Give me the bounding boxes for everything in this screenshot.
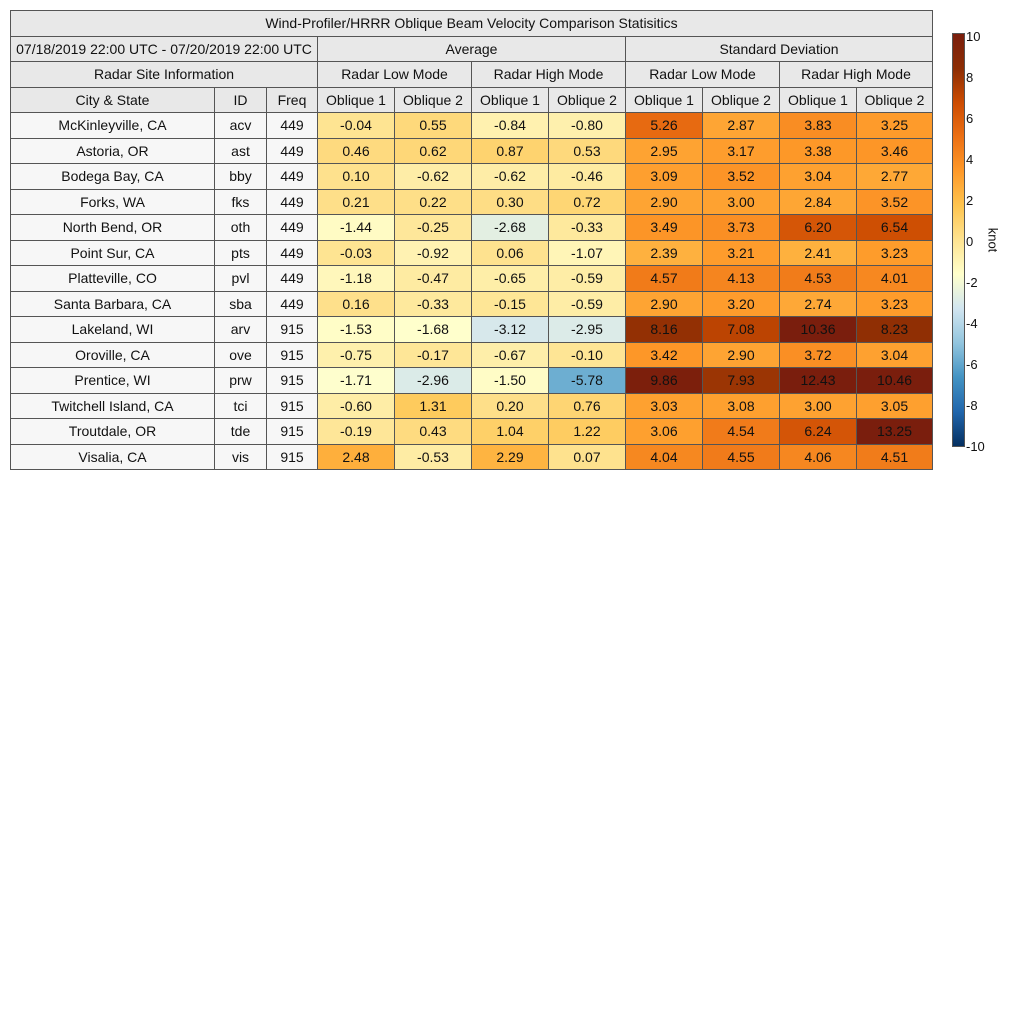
value-cell: 4.57 [626, 266, 703, 292]
value-cell: 12.43 [780, 368, 857, 394]
value-cell: 8.23 [857, 317, 933, 343]
site-city: Twitchell Island, CA [11, 393, 215, 419]
site-id: arv [215, 317, 267, 343]
table-row [11, 368, 933, 394]
value-cell: -0.75 [318, 342, 395, 368]
colorbar-tick-label: -2 [966, 274, 978, 290]
colorbar-tick-label: -4 [966, 315, 978, 331]
colorbar-tick-label: 4 [966, 151, 974, 167]
value-cell: 6.20 [780, 215, 857, 241]
value-cell: -1.07 [549, 240, 626, 266]
header-average: Average [318, 36, 626, 62]
value-cell: -5.78 [549, 368, 626, 394]
site-city: Point Sur, CA [11, 240, 215, 266]
colorbar-tick-label: 10 [966, 28, 981, 44]
column-header: Oblique 1 [780, 87, 857, 113]
value-cell: 3.83 [780, 113, 857, 139]
value-cell: -0.47 [395, 266, 472, 292]
value-cell: 2.90 [703, 342, 780, 368]
value-cell: -1.53 [318, 317, 395, 343]
table-row [11, 291, 933, 317]
value-cell: 4.13 [703, 266, 780, 292]
site-city: Troutdale, OR [11, 419, 215, 445]
table-row [11, 138, 933, 164]
site-city: Oroville, CA [11, 342, 215, 368]
value-cell: 10.46 [857, 368, 933, 394]
value-cell: 2.90 [626, 291, 703, 317]
value-cell: -0.84 [472, 113, 549, 139]
site-freq: 449 [267, 113, 318, 139]
header-avg-high-mode: Radar High Mode [472, 62, 626, 88]
site-id: vis [215, 444, 267, 470]
value-cell: 0.06 [472, 240, 549, 266]
value-cell: 6.24 [780, 419, 857, 445]
colorbar [952, 33, 965, 447]
value-cell: -0.46 [549, 164, 626, 190]
value-cell: 4.55 [703, 444, 780, 470]
value-cell: 3.00 [780, 393, 857, 419]
value-cell: -0.25 [395, 215, 472, 241]
value-cell: 1.04 [472, 419, 549, 445]
value-cell: 4.01 [857, 266, 933, 292]
value-cell: 2.41 [780, 240, 857, 266]
colorbar-tick-label: 8 [966, 69, 974, 85]
value-cell: 8.16 [626, 317, 703, 343]
value-cell: -1.68 [395, 317, 472, 343]
table-row [11, 113, 933, 139]
value-cell: 3.73 [703, 215, 780, 241]
site-freq: 449 [267, 266, 318, 292]
value-cell: 4.06 [780, 444, 857, 470]
site-city: Visalia, CA [11, 444, 215, 470]
value-cell: 0.53 [549, 138, 626, 164]
value-cell: 3.38 [780, 138, 857, 164]
site-freq: 449 [267, 215, 318, 241]
value-cell: 2.90 [626, 189, 703, 215]
column-header-row [11, 87, 933, 113]
date-range: 07/18/2019 22:00 UTC - 07/20/2019 22:00 UTC [11, 36, 318, 62]
site-id: tci [215, 393, 267, 419]
table-row [11, 189, 933, 215]
site-city: Lakeland, WI [11, 317, 215, 343]
value-cell: -2.68 [472, 215, 549, 241]
value-cell: 2.87 [703, 113, 780, 139]
colorbar-tick-label: 6 [966, 110, 974, 126]
value-cell: 0.72 [549, 189, 626, 215]
value-cell: 3.23 [857, 240, 933, 266]
site-id: ast [215, 138, 267, 164]
value-cell: 5.26 [626, 113, 703, 139]
value-cell: 10.36 [780, 317, 857, 343]
stats-table [10, 10, 933, 470]
site-freq: 449 [267, 189, 318, 215]
value-cell: 7.93 [703, 368, 780, 394]
value-cell: -0.04 [318, 113, 395, 139]
site-freq: 915 [267, 368, 318, 394]
site-city: North Bend, OR [11, 215, 215, 241]
site-id: bby [215, 164, 267, 190]
value-cell: 13.25 [857, 419, 933, 445]
site-id: pvl [215, 266, 267, 292]
value-cell: 3.20 [703, 291, 780, 317]
table-title: Wind-Profiler/HRRR Oblique Beam Velocity Comparison Statisitics [11, 11, 933, 37]
value-cell: 2.95 [626, 138, 703, 164]
value-cell: 2.84 [780, 189, 857, 215]
site-id: tde [215, 419, 267, 445]
value-cell: 0.43 [395, 419, 472, 445]
value-cell: 3.04 [780, 164, 857, 190]
site-id: ove [215, 342, 267, 368]
header-site-info: Radar Site Information [11, 62, 318, 88]
table-row [11, 444, 933, 470]
value-cell: 0.07 [549, 444, 626, 470]
value-cell: 0.46 [318, 138, 395, 164]
site-id: prw [215, 368, 267, 394]
value-cell: 1.31 [395, 393, 472, 419]
value-cell: 3.17 [703, 138, 780, 164]
value-cell: 0.30 [472, 189, 549, 215]
value-cell: 2.29 [472, 444, 549, 470]
value-cell: 2.48 [318, 444, 395, 470]
colorbar-tick-label: -8 [966, 397, 978, 413]
table-row [11, 419, 933, 445]
value-cell: -2.95 [549, 317, 626, 343]
site-freq: 915 [267, 393, 318, 419]
site-id: oth [215, 215, 267, 241]
value-cell: 4.54 [703, 419, 780, 445]
value-cell: -0.03 [318, 240, 395, 266]
value-cell: -0.62 [395, 164, 472, 190]
colorbar-tick-label: -6 [966, 356, 978, 372]
value-cell: 6.54 [857, 215, 933, 241]
site-id: fks [215, 189, 267, 215]
value-cell: 3.46 [857, 138, 933, 164]
value-cell: 2.74 [780, 291, 857, 317]
value-cell: -1.50 [472, 368, 549, 394]
table-row [11, 215, 933, 241]
colorbar-tick-label: 2 [966, 192, 974, 208]
value-cell: 0.87 [472, 138, 549, 164]
value-cell: 1.22 [549, 419, 626, 445]
value-cell: -0.59 [549, 266, 626, 292]
column-header: Oblique 2 [857, 87, 933, 113]
site-freq: 915 [267, 342, 318, 368]
site-city: McKinleyville, CA [11, 113, 215, 139]
value-cell: 4.51 [857, 444, 933, 470]
value-cell: -0.80 [549, 113, 626, 139]
site-city: Astoria, OR [11, 138, 215, 164]
site-freq: 915 [267, 317, 318, 343]
site-freq: 915 [267, 444, 318, 470]
value-cell: 9.86 [626, 368, 703, 394]
value-cell: 3.03 [626, 393, 703, 419]
value-cell: -1.18 [318, 266, 395, 292]
colorbar-tick-label: 0 [966, 233, 974, 249]
site-freq: 449 [267, 164, 318, 190]
site-city: Forks, WA [11, 189, 215, 215]
site-id: pts [215, 240, 267, 266]
column-header: Oblique 1 [626, 87, 703, 113]
column-header: Oblique 1 [318, 87, 395, 113]
value-cell: 0.10 [318, 164, 395, 190]
column-header: ID [215, 87, 267, 113]
value-cell: 3.08 [703, 393, 780, 419]
value-cell: 3.23 [857, 291, 933, 317]
site-freq: 449 [267, 240, 318, 266]
value-cell: 0.22 [395, 189, 472, 215]
site-city: Santa Barbara, CA [11, 291, 215, 317]
colorbar-label: knot [985, 227, 1001, 253]
value-cell: 0.76 [549, 393, 626, 419]
value-cell: -2.96 [395, 368, 472, 394]
value-cell: 3.00 [703, 189, 780, 215]
value-cell: -0.92 [395, 240, 472, 266]
value-cell: -0.62 [472, 164, 549, 190]
value-cell: 3.52 [857, 189, 933, 215]
value-cell: -0.33 [549, 215, 626, 241]
value-cell: 3.25 [857, 113, 933, 139]
site-freq: 449 [267, 138, 318, 164]
value-cell: 3.06 [626, 419, 703, 445]
column-header: Oblique 2 [549, 87, 626, 113]
value-cell: 3.42 [626, 342, 703, 368]
column-header: Oblique 2 [395, 87, 472, 113]
site-city: Prentice, WI [11, 368, 215, 394]
value-cell: -0.17 [395, 342, 472, 368]
table-row [11, 317, 933, 343]
table-row [11, 266, 933, 292]
value-cell: -0.60 [318, 393, 395, 419]
value-cell: 3.09 [626, 164, 703, 190]
site-city: Bodega Bay, CA [11, 164, 215, 190]
value-cell: 3.49 [626, 215, 703, 241]
table-row [11, 393, 933, 419]
header-std-high-mode: Radar High Mode [780, 62, 933, 88]
value-cell: 0.62 [395, 138, 472, 164]
value-cell: -3.12 [472, 317, 549, 343]
colorbar-tick-label: -10 [966, 438, 985, 454]
value-cell: 3.52 [703, 164, 780, 190]
site-id: acv [215, 113, 267, 139]
value-cell: 2.39 [626, 240, 703, 266]
value-cell: -0.10 [549, 342, 626, 368]
value-cell: 3.05 [857, 393, 933, 419]
header-avg-low-mode: Radar Low Mode [318, 62, 472, 88]
site-id: sba [215, 291, 267, 317]
value-cell: -0.53 [395, 444, 472, 470]
value-cell: 0.21 [318, 189, 395, 215]
column-header: Oblique 2 [703, 87, 780, 113]
value-cell: 3.21 [703, 240, 780, 266]
table-row [11, 240, 933, 266]
value-cell: 2.77 [857, 164, 933, 190]
header-standard-deviation: Standard Deviation [626, 36, 933, 62]
value-cell: -0.33 [395, 291, 472, 317]
value-cell: -1.71 [318, 368, 395, 394]
value-cell: 3.04 [857, 342, 933, 368]
value-cell: -0.19 [318, 419, 395, 445]
table-row [11, 342, 933, 368]
value-cell: 4.04 [626, 444, 703, 470]
table-row [11, 164, 933, 190]
value-cell: -0.65 [472, 266, 549, 292]
site-freq: 915 [267, 419, 318, 445]
column-header: City & State [11, 87, 215, 113]
column-header: Oblique 1 [472, 87, 549, 113]
value-cell: 0.16 [318, 291, 395, 317]
value-cell: -0.67 [472, 342, 549, 368]
value-cell: -0.59 [549, 291, 626, 317]
value-cell: -1.44 [318, 215, 395, 241]
value-cell: 3.72 [780, 342, 857, 368]
value-cell: 7.08 [703, 317, 780, 343]
site-city: Platteville, CO [11, 266, 215, 292]
value-cell: 0.55 [395, 113, 472, 139]
value-cell: 0.20 [472, 393, 549, 419]
column-header: Freq [267, 87, 318, 113]
value-cell: 4.53 [780, 266, 857, 292]
site-freq: 449 [267, 291, 318, 317]
value-cell: -0.15 [472, 291, 549, 317]
header-std-low-mode: Radar Low Mode [626, 62, 780, 88]
